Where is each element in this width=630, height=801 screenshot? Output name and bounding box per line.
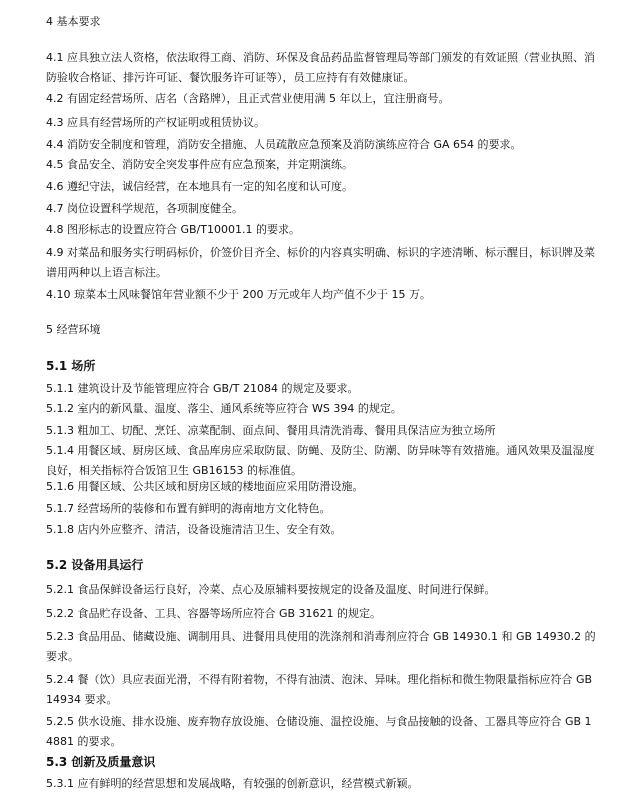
clause-4-4: 4.4 消防安全制度和管理，消防安全措施、人员疏散应急预案及消防演练应符合 GA 654 的要求。	[46, 138, 522, 151]
clause-5-1-6: 5.1.6 用餐区域、公共区域和厨房区域的楼地面应采用防滑设施。	[46, 480, 364, 493]
clause-5-2-4: 5.2.4 餐（饮）具应表面光滑，不得有附着物，不得有油渍、泡沫、异味。理化指标和微生物限量指标应符合 GB 14934 要求。	[46, 673, 593, 706]
subsection-heading-5-1: 5.1 场所	[46, 359, 96, 373]
clause-4-6: 4.6 遵纪守法，诚信经营，在本地具有一定的知名度和认可度。	[46, 180, 353, 193]
clause-4-10: 4.10 琼菜本土风味餐馆年营业额不少于 200 万元或年人均产值不少于 15 万。	[46, 288, 431, 301]
clause-4-9: 4.9 对菜品和服务实行明码标价，价签价目齐全、标价的内容真实明确、标识的字迹清晰、标示醒目，标识牌及菜谱用两种以上语言标注。	[46, 246, 595, 279]
subsection-heading-5-3: 5.3 创新及质量意识	[46, 755, 156, 769]
clause-4-7: 4.7 岗位设置科学规范，各项制度健全。	[46, 202, 243, 215]
clause-5-2-2: 5.2.2 食品贮存设备、工具、容器等场所应符合 GB 31621 的规定。	[46, 607, 382, 620]
clause-4-3: 4.3 应具有经营场所的产权证明或租赁协议。	[46, 116, 265, 129]
clause-4-5: 4.5 食品安全、消防安全突发事件应有应急预案，并定期演练。	[46, 158, 353, 171]
clause-5-2-5: 5.2.5 供水设施、排水设施、废弃物存放设施、仓储设施、温控设施、与食品接触的设备、工器具等应符合 GB 14881 的要求。	[46, 715, 592, 748]
clause-5-1-1: 5.1.1 建筑设计及节能管理应符合 GB/T 21084 的规定及要求。	[46, 382, 359, 395]
clause-5-1-3: 5.1.3 粗加工、切配、烹饪、凉菜配制、面点间、餐用具清洗消毒、餐用具保洁应为独立场所	[46, 424, 496, 437]
clause-5-1-4: 5.1.4 用餐区域、厨房区域、食品库房应采取防鼠、防蝇、及防尘、防潮、防异味等有效措施。通风效果及温湿度良好，相关指标符合饭馆卫生 GB16153 的标准值。	[46, 444, 595, 477]
clause-5-3-1: 5.3.1 应有鲜明的经营思想和发展战略，有较强的创新意识，经营模式新颖。	[46, 777, 419, 790]
clause-4-2: 4.2 有固定经营场所、店名（含路牌），且正式营业使用满 5 年以上，宜注册商号。	[46, 92, 450, 105]
clause-5-2-1: 5.2.1 食品保鲜设备运行良好，冷菜、点心及原辅料要按规定的设备及温度、时间进行保鲜。	[46, 583, 496, 596]
clause-5-1-8: 5.1.8 店内外应整齐、清洁，设备设施清洁卫生、安全有效。	[46, 523, 342, 536]
section-heading-5: 5 经营环境	[46, 323, 101, 336]
clause-4-1: 4.1 应具独立法人资格，依法取得工商、消防、环保及食品药品监督管理局等部门颁发的有效证照（营业执照、消防验收合格证、排污许可证、餐饮服务许可证等），员工应持有有效健康证。	[46, 51, 595, 84]
clause-5-1-7: 5.1.7 经营场所的装修和布置有鲜明的海南地方文化特色。	[46, 502, 331, 515]
clause-4-8: 4.8 图形标志的设置应符合 GB/T10001.1 的要求。	[46, 223, 300, 236]
subsection-heading-5-2: 5.2 设备用具运行	[46, 558, 144, 572]
clause-5-2-3: 5.2.3 食品用品、储藏设施、调制用具、进餐用具使用的洗涤剂和消毒剂应符合 GB 14930.1 和 GB 14930.2 的要求。	[46, 630, 596, 663]
clause-5-1-2: 5.1.2 室内的新风量、温度、落尘、通风系统等应符合 WS 394 的规定。	[46, 402, 402, 415]
section-heading-4: 4 基本要求	[46, 15, 101, 28]
